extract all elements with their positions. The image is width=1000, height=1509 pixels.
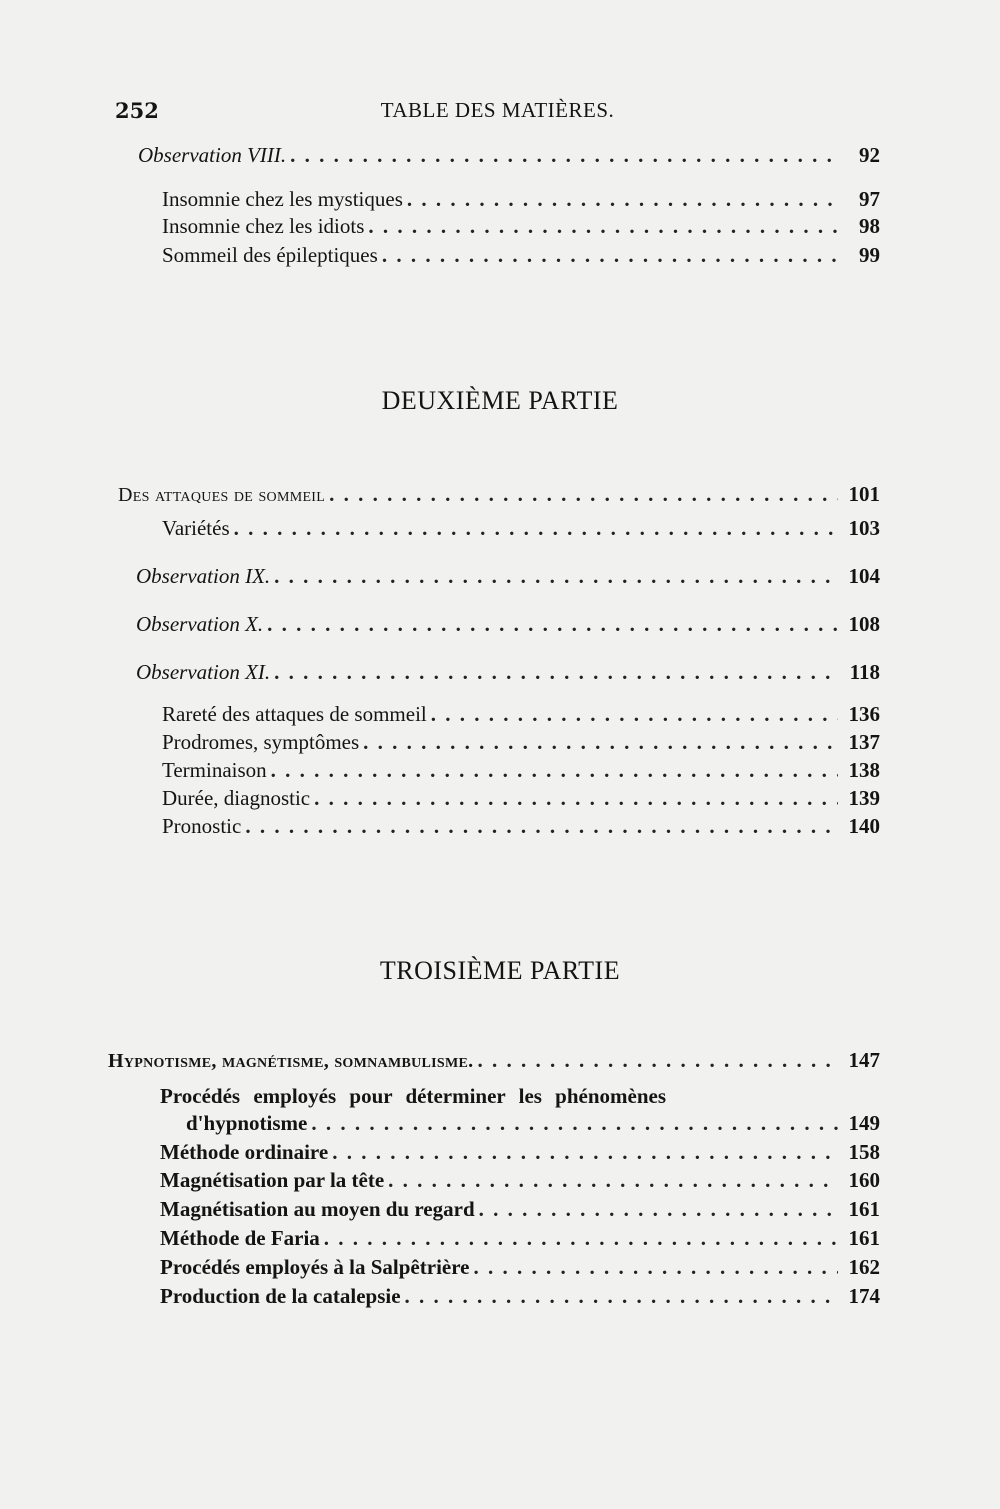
toc-entry (186, 1111, 880, 1141)
leader-dots (290, 143, 838, 168)
toc-entry-label: Production de la catalepsie (160, 1284, 401, 1308)
toc-entry-page: 138 (848, 758, 880, 782)
toc-entry (162, 758, 880, 788)
toc-entry-label: Hypnotisme, magnétisme, somnambulisme. (108, 1050, 474, 1072)
toc-entry-label: Durée, diagnostic (162, 786, 311, 810)
leader-dots (388, 1168, 838, 1193)
toc-entry-page: 101 (848, 482, 880, 506)
leader-dots (363, 730, 838, 755)
page-number: 252 (115, 98, 159, 123)
toc-entry (162, 214, 880, 244)
toc-entry-label: Méthode de Faria (160, 1226, 320, 1250)
toc-entry-page: 104 (848, 564, 880, 588)
toc-entry (136, 564, 880, 594)
toc-entry (136, 612, 880, 642)
toc-entry-heading-line: Procédés employés pour déterminer les phénomènes (160, 1084, 667, 1108)
toc-entry-page: 140 (848, 814, 880, 838)
leader-dots (329, 482, 838, 507)
leader-dots (245, 814, 838, 839)
part-title: DEUXIÈME PARTIE (381, 386, 619, 415)
toc-entry-page: 103 (848, 516, 880, 540)
toc-entry-page: 161 (848, 1197, 880, 1221)
toc-entry (160, 1255, 880, 1285)
toc-entry (118, 482, 880, 512)
toc-entry (160, 1168, 880, 1198)
leader-dots (234, 516, 838, 541)
toc-entry-page: 97 (859, 187, 880, 211)
leader-dots (324, 1226, 838, 1251)
toc-entry-label: Pronostic (162, 814, 242, 838)
leader-dots (431, 702, 838, 727)
toc-entry (160, 1140, 880, 1170)
toc-entry-label: d'hypnotisme (186, 1111, 308, 1135)
toc-entry (162, 187, 880, 217)
toc-entry-label: Magnétisation au moyen du regard (160, 1197, 475, 1221)
toc-entry (162, 730, 880, 760)
toc-entry-page: 174 (848, 1284, 880, 1308)
leader-dots (382, 243, 838, 268)
leader-dots (274, 564, 838, 589)
leader-dots (405, 1284, 838, 1309)
toc-entry-page: 160 (848, 1168, 880, 1192)
toc-entry (162, 814, 880, 844)
toc-entry (160, 1284, 880, 1314)
toc-entry-page: 158 (848, 1140, 880, 1164)
toc-entry-page: 139 (848, 786, 880, 810)
leader-dots (477, 1048, 838, 1073)
toc-entry (160, 1226, 880, 1256)
toc-entry-label: Observation VIII. (138, 143, 287, 167)
toc-entry (162, 243, 880, 273)
toc-entry (162, 786, 880, 816)
leader-dots (368, 214, 838, 239)
toc-entry-label: Méthode ordinaire (160, 1140, 329, 1164)
toc-entry-page: 118 (849, 660, 880, 684)
toc-entry-label: Magnétisation par la tête (160, 1168, 385, 1192)
leader-dots (274, 660, 838, 685)
toc-entry (160, 1197, 880, 1227)
leader-dots (271, 758, 838, 783)
toc-entry-label: Des attaques de sommeil (118, 484, 326, 506)
leader-dots (479, 1197, 838, 1222)
toc-entry-label: Observation IX. (136, 564, 271, 588)
toc-entry-label: Insomnie chez les mystiques (162, 187, 403, 211)
toc-entry-label: Sommeil des épileptiques (162, 243, 378, 267)
toc-entry-page: 99 (859, 243, 880, 267)
leader-dots (267, 612, 838, 637)
toc-entry-label: Insomnie chez les idiots (162, 214, 365, 238)
toc-entry (162, 702, 880, 732)
toc-entry-label: Terminaison (162, 758, 267, 782)
toc-entry-label: Variétés (162, 516, 230, 540)
toc-entry-page: 98 (859, 214, 880, 238)
toc-entry (162, 516, 880, 546)
toc-entry-label: Observation XI. (136, 660, 271, 684)
part-title: TROISIÈME PARTIE (379, 956, 621, 985)
leader-dots (407, 187, 838, 212)
leader-dots (311, 1111, 838, 1136)
toc-entry-label: Observation X. (136, 612, 264, 636)
running-head (115, 98, 880, 132)
toc-entry-page: 108 (848, 612, 880, 636)
leader-dots (332, 1140, 838, 1165)
toc-entry (136, 660, 880, 690)
toc-entry-page: 149 (848, 1111, 880, 1135)
toc-entry (138, 143, 880, 173)
toc-entry-label: Procédés employés à la Salpêtrière (160, 1255, 470, 1279)
toc-entry-page: 161 (848, 1226, 880, 1250)
running-title: TABLE DES MATIÈRES. (380, 98, 615, 122)
toc-entry-page: 162 (848, 1255, 880, 1279)
toc-entry-page: 92 (859, 143, 880, 167)
toc-entry-label: Prodromes, symptômes (162, 730, 360, 754)
toc-entry-page: 137 (848, 730, 880, 754)
toc-entry (108, 1048, 880, 1078)
leader-dots (473, 1255, 838, 1280)
toc-entry-page: 147 (848, 1048, 880, 1072)
leader-dots (314, 786, 838, 811)
toc-entry-page: 136 (848, 702, 880, 726)
toc-entry-label: Rareté des attaques de sommeil (162, 702, 427, 726)
